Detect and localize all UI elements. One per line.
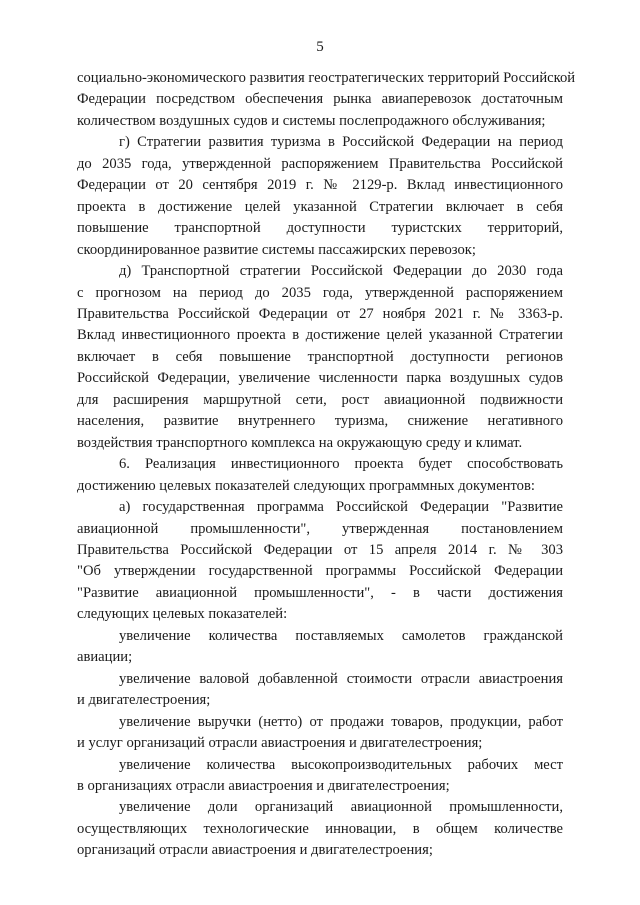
text-line: Правительства Российской Федерации от 15 апреля 2014 г. № 303: [77, 541, 563, 558]
text-line: с прогнозом на период до 2035 года, утвержденной распоряжением: [77, 284, 563, 301]
document-body: [77, 68, 576, 862]
text-line: Федерации посредством обеспечения рынка авиаперевозок достаточным: [77, 91, 563, 108]
paragraph: [77, 497, 563, 626]
text-line: увеличение выручки (нетто) от продажи товаров, продукции, работ: [119, 713, 563, 730]
paragraph: [77, 68, 576, 132]
text-line: для расширения маршрутной сети, рост авиационной подвижности: [77, 391, 563, 408]
text-line: Вклад инвестиционного проекта в достижение целей указанной Стратегии: [77, 327, 563, 344]
text-line: осуществляющих технологические инновации, в общем количестве: [77, 820, 563, 837]
text-line: населения, развитие внутреннего туризма, снижение негативного: [77, 413, 563, 430]
text-line: скоординированное развитие системы пассажирских перевозок;: [77, 241, 476, 258]
text-line: воздействия транспортного комплекса на окружающую среду и климат.: [77, 434, 523, 451]
text-line: Правительства Российской Федерации от 27 ноября 2021 г. № 3363-р.: [77, 305, 563, 322]
paragraph: [77, 626, 563, 669]
page-number: 5: [316, 39, 324, 55]
paragraph: [77, 755, 563, 798]
text-line: проекта в достижение целей указанной Стратегии включает в себя: [77, 198, 563, 215]
paragraph: [77, 454, 563, 497]
paragraph: [77, 261, 563, 454]
paragraph: [77, 797, 563, 861]
text-line: в организациях отрасли авиастроения и двигателестроения;: [77, 777, 450, 794]
text-line: организаций отрасли авиастроения и двигателестроения;: [77, 842, 433, 859]
text-line: увеличение количества высокопроизводительных рабочих мест: [119, 756, 563, 773]
text-line: авиационной промышленности", утвержденная постановлением: [77, 520, 563, 537]
text-line: следующих целевых показателей:: [77, 606, 288, 623]
text-line: авиации;: [77, 649, 133, 666]
text-line: а) государственная программа Российской Федерации "Развитие: [119, 499, 563, 516]
text-line: достижению целевых показателей следующих программных документов:: [77, 477, 535, 494]
text-line: до 2035 года, утвержденной распоряжением Правительства Российской: [77, 155, 563, 172]
paragraph: [77, 712, 563, 755]
text-line: увеличение доли организаций авиационной промышленности,: [119, 799, 563, 816]
text-line: социально-экономического развития геостратегических территорий Российской: [77, 70, 576, 86]
text-line: включает в себя повышение транспортной доступности регионов: [77, 348, 563, 365]
text-line: Федерации от 20 сентября 2019 г. № 2129-р. Вклад инвестиционного: [77, 177, 563, 194]
text-line: количеством воздушных судов и системы послепродажного обслуживания;: [77, 112, 546, 129]
text-line: "Об утверждении государственной программы Российской Федерации: [77, 563, 563, 580]
text-line: и двигателестроения;: [77, 692, 211, 709]
text-line: "Развитие авиационной промышленности", - в части достижения: [77, 584, 563, 601]
text-line: и услуг организаций отрасли авиастроения и двигателестроения;: [77, 735, 483, 752]
text-line: увеличение валовой добавленной стоимости отрасли авиастроения: [119, 670, 563, 687]
paragraph: [77, 669, 563, 712]
text-line: повышение транспортной доступности туристских территорий,: [77, 220, 563, 237]
text-line: 6. Реализация инвестиционного проекта будет способствовать: [119, 456, 563, 473]
text-line: д) Транспортной стратегии Российской Федерации до 2030 года: [119, 263, 563, 280]
paragraph: [77, 132, 563, 261]
text-line: увеличение количества поставляемых самолетов гражданской: [119, 627, 563, 644]
text-line: г) Стратегии развития туризма в Российской Федерации на период: [119, 134, 563, 151]
text-line: Российской Федерации, увеличение численности парка воздушных судов: [77, 370, 563, 387]
